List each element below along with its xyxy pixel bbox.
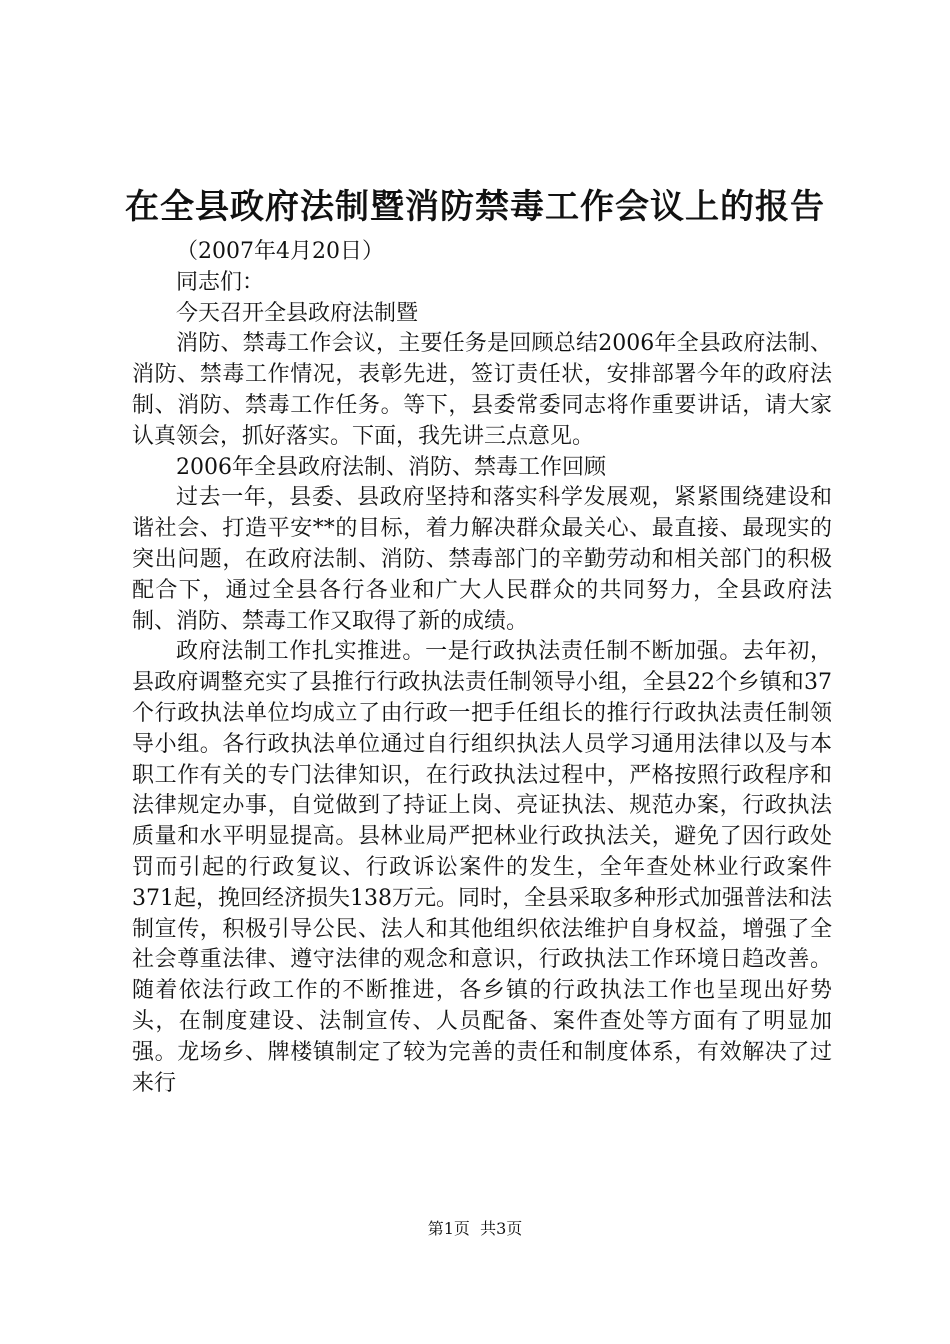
page-number: 第1页 共3页 bbox=[427, 1219, 523, 1238]
document-body bbox=[132, 237, 832, 1099]
salutation: 同志们： bbox=[176, 269, 265, 295]
paragraph: 消防、禁毒工作会议，主要任务是回顾总结2006年全县政府法制、消防、禁毒工作情况，表彰先进，签订责任状，安排部署今年的政府法制、消防、禁毒工作任务。等下，县委常委同志将作重要讲话，请大家认真领会，抓好落实。下面，我先讲三点意见。 bbox=[132, 331, 832, 449]
document-title: 在全县政府法制暨消防禁毒工作会议上的报告 bbox=[125, 187, 825, 227]
paragraph: 过去一年，县委、县政府坚持和落实科学发展观，紧紧围绕建设和谐社会、打造平安**的目标，着力解决群众最关心、最直接、最现实的突出问题，在政府法制、消防、禁毒部门的辛勤劳动和相关部门的积极配合下，通过全县各行各业和广大人民群众的共同努力，全县政府法制、消防、禁毒工作又取得了新的成绩。 bbox=[132, 485, 832, 634]
paragraph: 今天召开全县政府法制暨 bbox=[176, 300, 419, 326]
date-line: （2007年4月20日） bbox=[176, 239, 384, 264]
section-heading: 2006年全县政府法制、消防、禁毒工作回顾 bbox=[176, 454, 606, 480]
page-footer bbox=[0, 1218, 950, 1240]
paragraph: 政府法制工作扎实推进。一是行政执法责任制不断加强。去年初，县政府调整充实了县推行行政执法责任制领导小组，全县22个乡镇和37个行政执法单位均成立了由行政一把手任组长的推行行政执法责任制领导小组。各行政执法单位通过自行组织执法人员学习通用法律以及与本职工作有关的专门法律知识，在行政执法过程中，严格按照行政程序和法律规定办事，自觉做到了持证上岗、亮证执法、规范办案，行政执法质量和水平明显提高。县林业局严把林业行政执法关，避免了因行政处罚而引起的行政复议、行政诉讼案件的发生，全年查处林业行政案件371起，挽回经济损失138万元。同时，全县采取多种形式加强普法和法制宣传，积极引导公民、法人和其他组织依法维护自身权益，增强了全社会尊重法律、遵守法律的观念和意识，行政执法工作环境日趋改善。随着依法行政工作的不断推进，各乡镇的行政执法工作也呈现出好势头，在制度建设、法制宣传、人员配备、案件查处等方面有了明显加强。龙场乡、牌楼镇制定了较为完善的责任和制度体系，有效解决了过来行 bbox=[132, 639, 832, 1096]
